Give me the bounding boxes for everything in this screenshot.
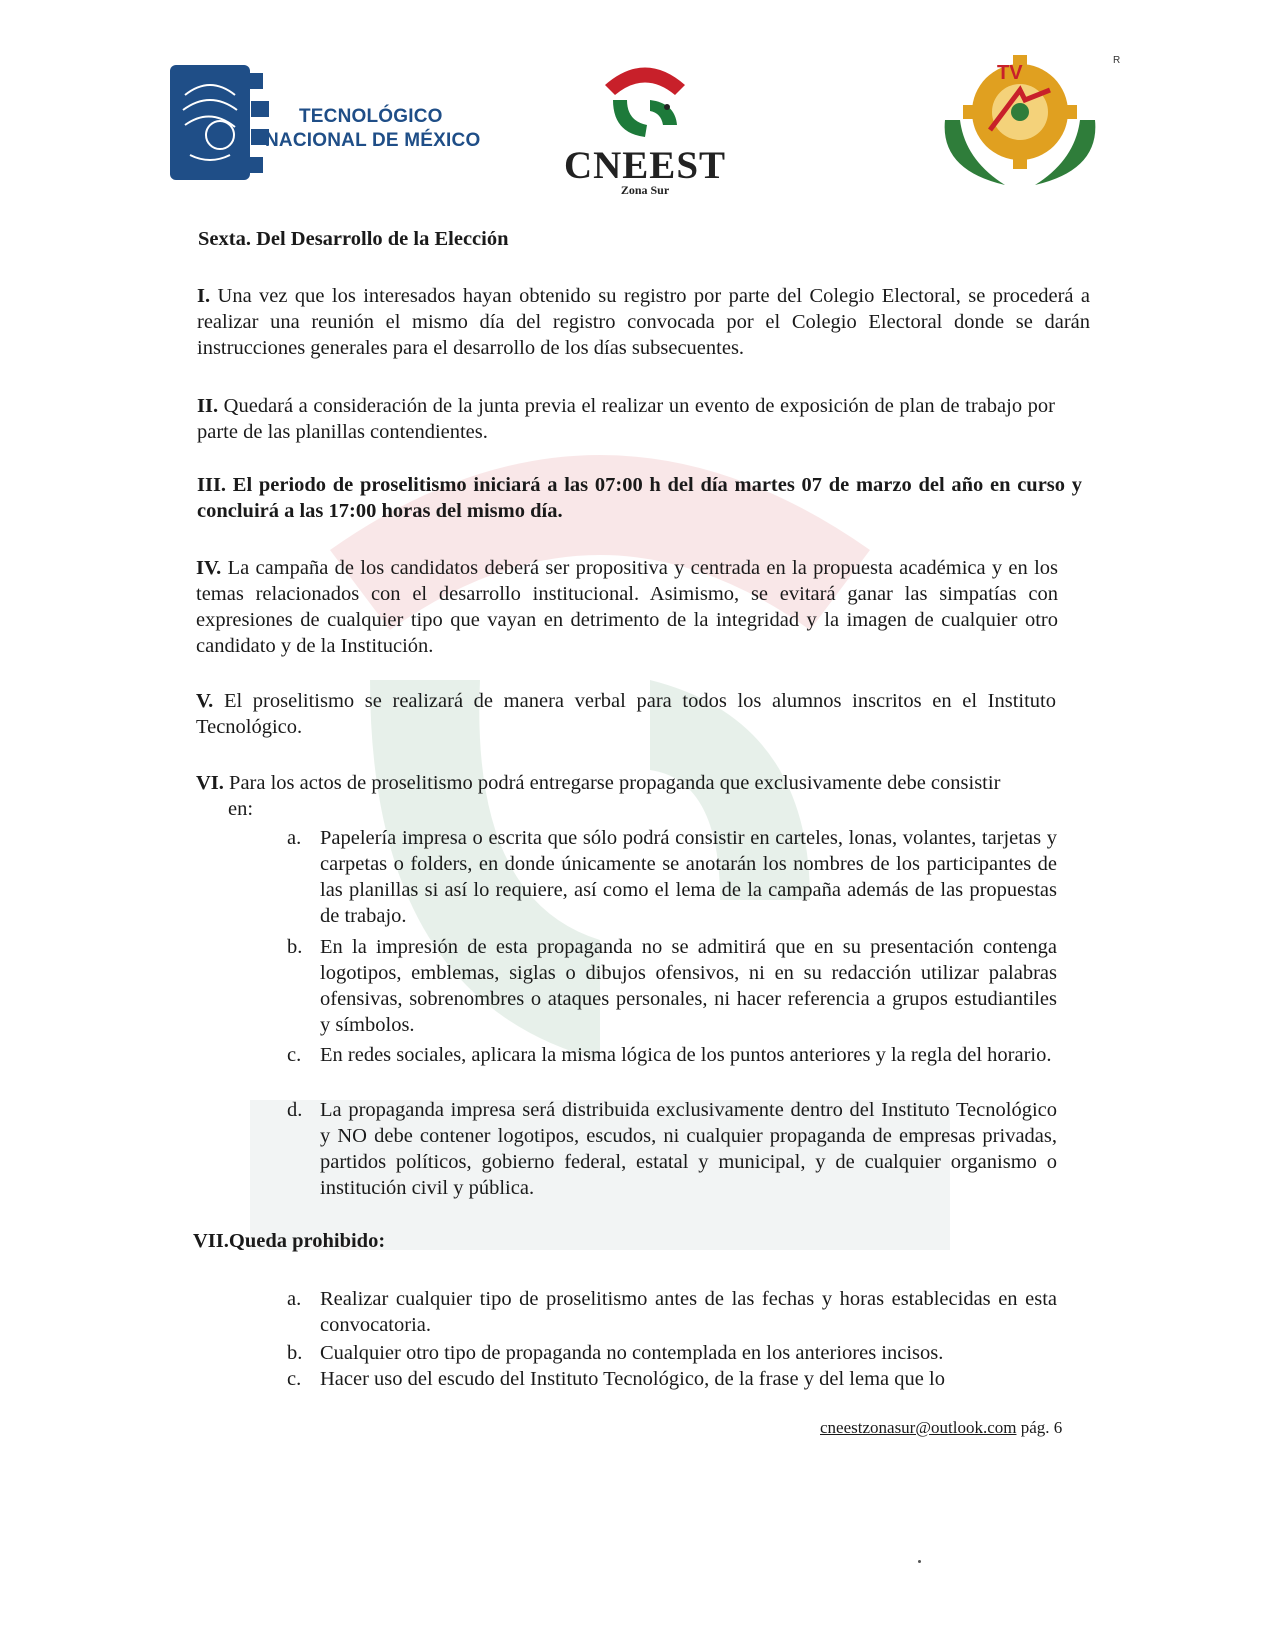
tecnm-line2: NACIONAL DE MÉXICO xyxy=(265,130,481,151)
paragraph-iv xyxy=(196,555,1058,659)
list-item-vi-c xyxy=(287,1042,1057,1068)
paragraph-text: La campaña de los candidatos deberá ser propositiva y centrada en la propuesta académica y en los temas relacionados con el desarrollo institucional. Asimismo, se evitará ganar las simpatías con expresiones de cualquier tipo que vayan en detrimento de la integridad y la imagen de cualquier otro candidato y de la Institución. xyxy=(196,557,1058,657)
list-item-vi-a xyxy=(287,825,1057,929)
list-item-vi-b xyxy=(287,934,1057,1038)
paragraph-vi-continuation: en: xyxy=(228,798,254,820)
tecnm-wordmark xyxy=(265,105,480,153)
registered-mark: R xyxy=(1113,55,1121,66)
paragraph-number: I. xyxy=(197,285,211,307)
list-marker: a. xyxy=(287,827,302,849)
eagle-icon xyxy=(595,55,695,140)
cneest-wordmark: CNEEST xyxy=(563,144,727,187)
scan-speck xyxy=(918,1560,921,1563)
tecnm-line1: TECNOLÓGICO xyxy=(299,106,443,127)
paragraph-text: Para los actos de proselitismo podrá entregarse propaganda que exclusivamente debe consistir xyxy=(229,772,1001,794)
list-text: Hacer uso del escudo del Instituto Tecnológico, de la frase y del lema que lo xyxy=(320,1368,945,1390)
paragraph-number: VI. xyxy=(196,772,224,794)
paragraph-vii-heading: VII.Queda prohibido: xyxy=(193,1230,386,1252)
tecnm-logo xyxy=(165,55,505,190)
list-item-vii-a xyxy=(287,1286,1057,1338)
list-marker: c. xyxy=(287,1368,302,1390)
footer-email-link[interactable]: cneestzonasur@outlook.com xyxy=(820,1418,1017,1437)
list-marker: c. xyxy=(287,1044,302,1066)
section-title: Sexta. Del Desarrollo de la Elección xyxy=(198,228,509,250)
list-marker: b. xyxy=(287,936,303,958)
paragraph-number: IV. xyxy=(196,557,222,579)
list-text: Papelería impresa o escrita que sólo podrá consistir en carteles, lonas, volantes, tarjetas y carpetas o folders, en donde únicamente se anotarán los nombres de los participantes de las planillas si así lo requiere, así como el lema de la campaña además de las propuestas de trabajo. xyxy=(320,827,1057,927)
paragraph-text: Quedará a consideración de la junta previa el realizar un evento de exposición de plan de trabajo por parte de las planillas contendientes. xyxy=(197,395,1055,443)
list-marker: a. xyxy=(287,1288,302,1310)
paragraph-number: II. xyxy=(197,395,219,417)
paragraph-vi xyxy=(196,770,1106,796)
paragraph-v xyxy=(196,688,1056,740)
cneest-subtitle: Zona Sur xyxy=(620,183,670,197)
page-footer xyxy=(820,1418,1062,1438)
list-text: En redes sociales, aplicara la misma lógica de los puntos anteriores y la regla del horario. xyxy=(320,1044,1052,1066)
paragraph-ii xyxy=(197,393,1055,445)
paragraph-iii xyxy=(197,472,1082,524)
list-marker: d. xyxy=(287,1099,303,1121)
list-text: Cualquier otro tipo de propaganda no contemplada en los anteriores incisos. xyxy=(320,1342,944,1364)
tecnm-gear-icon xyxy=(165,55,275,190)
list-item-vii-c xyxy=(287,1366,1057,1392)
tv-emblem-logo xyxy=(935,50,1135,200)
list-text: Realizar cualquier tipo de proselitismo antes de las fechas y horas establecidas en esta convocatoria. xyxy=(320,1288,1057,1336)
list-item-vi-d xyxy=(287,1097,1057,1201)
paragraph-text: El proselitismo se realizará de manera verbal para todos los alumnos inscritos en el Instituto Tecnológico. xyxy=(196,690,1056,738)
paragraph-number: V. xyxy=(196,690,214,712)
list-text: En la impresión de esta propaganda no se admitirá que en su presentación contenga logotipos, emblemas, siglas o dibujos ofensivos, ni en su redacción utilizar palabras ofensivas, sobrenombres o ataques personales, ni hacer referencia a grupos estudiantiles y símbolos. xyxy=(320,936,1057,1036)
paragraph-text: El periodo de proselitismo iniciará a las 07:00 h del día martes 07 de marzo del año en curso y concluirá a las 17:00 horas del mismo día. xyxy=(197,474,1082,522)
paragraph-i xyxy=(197,283,1090,361)
paragraph-text: Una vez que los interesados hayan obtenido su registro por parte del Colegio Electoral, se procederá a realizar una reunión el mismo día del registro convocada por el Colegio Electoral donde se darán instrucciones generales para el desarrollo de los días subsecuentes. xyxy=(197,285,1091,359)
page-number: pág. 6 xyxy=(1020,1418,1063,1437)
tv-letters: TV xyxy=(997,62,1023,84)
list-marker: b. xyxy=(287,1342,303,1364)
paragraph-number: III. xyxy=(197,474,227,496)
cneest-logo xyxy=(555,55,735,200)
list-text: La propaganda impresa será distribuida exclusivamente dentro del Instituto Tecnológico y NO debe contener logotipos, escudos, ni cualquier propaganda de empresas privadas, partidos políticos, gobierno federal, estatal y municipal, y de cualquier organismo o institución civil y pública. xyxy=(320,1099,1057,1199)
list-item-vii-b xyxy=(287,1340,1057,1366)
